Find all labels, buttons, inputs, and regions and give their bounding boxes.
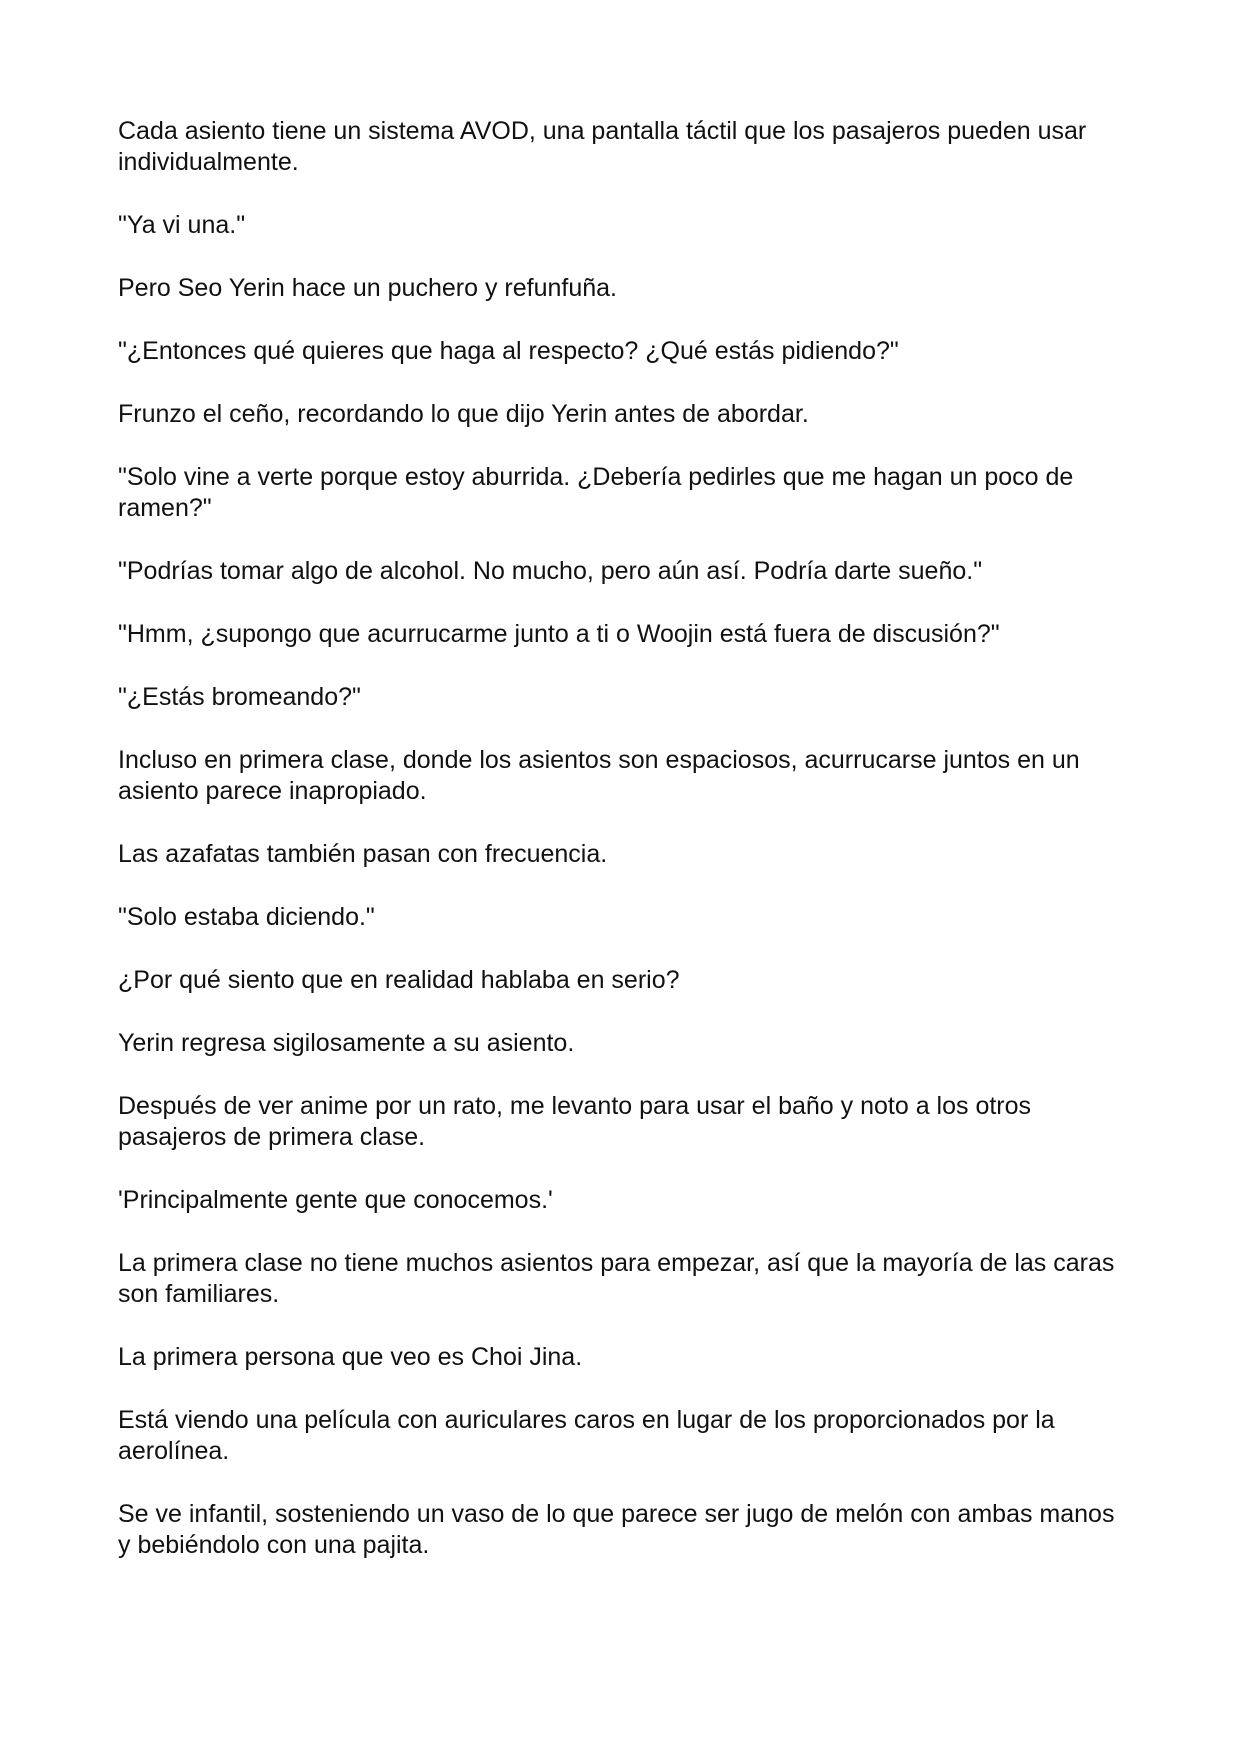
paragraph: Cada asiento tiene un sistema AVOD, una pantalla táctil que los pasajeros pueden usar individualmente.	[118, 117, 1087, 176]
paragraph: Incluso en primera clase, donde los asientos son espaciosos, acurrucarse juntos en un asiento parece inapropiado.	[118, 746, 1080, 805]
paragraph: Después de ver anime por un rato, me levanto para usar el baño y noto a los otros pasajeros de primera clase.	[118, 1092, 1032, 1151]
paragraph: "Solo vine a verte porque estoy aburrida. ¿Debería pedirles que me hagan un poco de ramen?"	[118, 463, 1074, 522]
paragraph: "¿Entonces qué quieres que haga al respecto? ¿Qué estás pidiendo?"	[118, 337, 899, 365]
paragraph: La primera clase no tiene muchos asientos para empezar, así que la mayoría de las caras son familiares.	[118, 1249, 1115, 1308]
paragraph: Yerin regresa sigilosamente a su asiento.	[118, 1029, 575, 1057]
paragraph: Pero Seo Yerin hace un puchero y refunfuña.	[118, 274, 617, 302]
paragraph: "Hmm, ¿supongo que acurrucarme junto a ti o Woojin está fuera de discusión?"	[118, 620, 1000, 648]
paragraph: Se ve infantil, sosteniendo un vaso de lo que parece ser jugo de melón con ambas manos y bebiéndolo con una pajita.	[118, 1500, 1115, 1559]
paragraph: "¿Estás bromeando?"	[118, 683, 361, 711]
paragraph: Frunzo el ceño, recordando lo que dijo Yerin antes de abordar.	[118, 400, 809, 428]
paragraph: "Ya vi una."	[118, 211, 246, 239]
paragraph: Está viendo una película con auriculares caros en lugar de los proporcionados por la aerolínea.	[118, 1406, 1055, 1465]
paragraph: "Solo estaba diciendo."	[118, 903, 375, 931]
paragraph: La primera persona que veo es Choi Jina.	[118, 1343, 583, 1371]
paragraph: 'Principalmente gente que conocemos.'	[118, 1186, 553, 1214]
body-text	[118, 116, 1128, 1561]
paragraph: Las azafatas también pasan con frecuencia.	[118, 840, 608, 868]
paragraph: "Podrías tomar algo de alcohol. No mucho, pero aún así. Podría darte sueño."	[118, 557, 983, 585]
paragraph: ¿Por qué siento que en realidad hablaba en serio?	[118, 966, 680, 994]
